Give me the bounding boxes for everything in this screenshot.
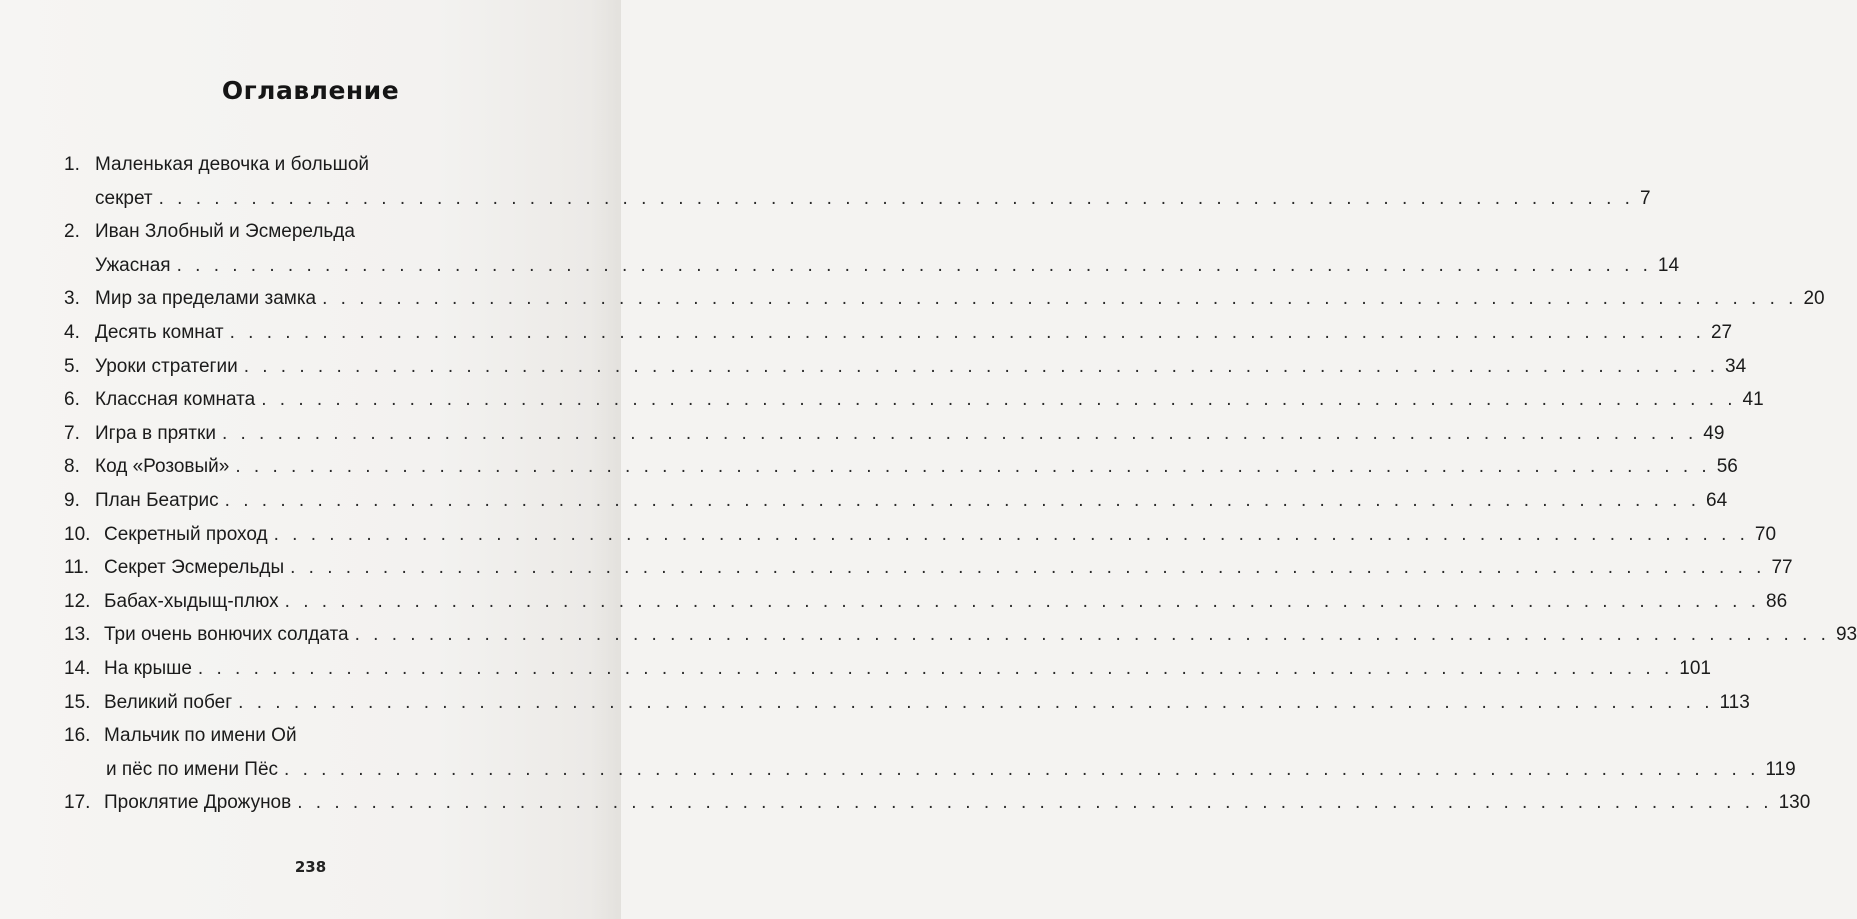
toc-entry-line	[95, 152, 567, 178]
toc-entry-number: 10.	[64, 523, 91, 545]
toc-entry-title: Иван Злобный и Эсмерельда	[95, 221, 355, 243]
toc-entry-title: Три очень вонючих солдата	[104, 624, 349, 646]
toc-entry-title: Великий побег	[104, 691, 233, 713]
toc-entry-page: 119	[1765, 758, 1796, 780]
toc-leader-dots: . . . . . . . . . . . . . . . . . . . . . . . . . . . . . . . . . . . . . . . . . . . . . . . . . . . . . . . . . . . . . . . . . . . . . . . . . . . . . . . .	[243, 355, 1720, 377]
toc-entry-title: секрет	[95, 187, 153, 209]
toc-entry-line	[95, 186, 1651, 212]
toc-entry-line	[104, 656, 1711, 682]
toc-entry-title: Бабах-хыдыщ-плюх	[104, 590, 279, 612]
toc-entry-number: 11.	[64, 557, 90, 579]
toc-entry-line	[104, 555, 1793, 581]
toc-entry-line	[106, 757, 1796, 783]
toc-entry-line	[95, 454, 1738, 480]
toc-entry-page: 7	[1639, 187, 1651, 209]
toc-leader-dots: . . . . . . . . . . . . . . . . . . . . . . . . . . . . . . . . . . . . . . . . . . . . . . . . . . . . . . . . . . . . . . . . . . . . . . . . . . . . . . . .	[221, 422, 1698, 444]
toc-entry-number: 5.	[64, 355, 80, 377]
toc-leader-dots: . . . . . . . . . . . . . . . . . . . . . . . . . . . . . . . . . . . . . . . . . . . . . . . . . . . . . . . . . . . . . . . . . . . . . . . . . . . . . . . .	[284, 590, 1760, 612]
toc-entry-line	[95, 253, 1680, 279]
toc-entry-title: Игра в прятки	[95, 422, 216, 444]
toc-entry-page: 64	[1706, 490, 1728, 511]
toc-entry-title: Маленькая девочка и большой	[95, 154, 370, 175]
toc-leader-dots: . . . . . . . . . . . . . . . . . . . . . . . . . . . . . . . . . . . . . . . . . . . . . . . . . . . . . . . . . . . . . . . . . . . . . . . . . . . . . . . .	[229, 322, 1705, 343]
toc-entry-page: 34	[1725, 355, 1747, 377]
toc-entry-page: 41	[1742, 389, 1764, 411]
toc-entry-page: 20	[1803, 288, 1825, 310]
toc-entry-title: Секретный проход	[104, 523, 268, 545]
toc-entry-page: 77	[1771, 557, 1793, 579]
toc-entry-number: 6.	[64, 389, 80, 411]
toc-leader-dots: . . . . . . . . . . . . . . . . . . . . . . . . . . . . . . . . . . . . . . . . . . . . . . . . . . . . . . . . . . . . . . . . . . . . . . . . . . . . . . . .	[158, 187, 1634, 209]
toc-entry-title: Код «Розовый»	[95, 456, 230, 478]
toc-entry-number: 7.	[64, 422, 80, 444]
toc-entry-line	[95, 421, 1725, 447]
toc-entry-line	[95, 320, 1733, 346]
toc-entry-page: 130	[1778, 792, 1811, 814]
page-number: 238	[294, 858, 327, 876]
toc-entry-line	[104, 522, 1777, 548]
toc-entry-number: 14.	[64, 658, 91, 679]
toc-entry-line	[95, 286, 1825, 312]
toc-entry-number: 8.	[64, 456, 80, 478]
toc-entry-page: 56	[1716, 456, 1738, 478]
toc-leader-dots: . . . . . . . . . . . . . . . . . . . . . . . . . . . . . . . . . . . . . . . . . . . . . . . . . . . . . . . . . . . . . . . . . . . . . . . . . . . . . . . .	[284, 758, 1760, 780]
toc-entry-line	[95, 219, 567, 245]
toc-entry-line	[104, 622, 1857, 648]
toc-entry-number: 12.	[64, 590, 91, 612]
toc-entry-line	[95, 354, 1747, 380]
page-title: Оглавление	[221, 76, 400, 105]
toc-entry-number: 1.	[64, 154, 80, 175]
toc-leader-dots: . . . . . . . . . . . . . . . . . . . . . . . . . . . . . . . . . . . . . . . . . . . . . . . . . . . . . . . . . . . . . . . . . . . . . . . . . . . . . . . .	[197, 658, 1674, 679]
toc-entry-page: 113	[1719, 691, 1750, 713]
toc-entry-page: 70	[1754, 523, 1777, 545]
toc-entry-page: 27	[1710, 322, 1733, 343]
toc-entry-page: 93	[1835, 624, 1857, 646]
toc-entry-number: 3.	[64, 288, 80, 310]
toc-entry-title: Классная комната	[95, 389, 256, 411]
toc-entry-line	[104, 723, 567, 749]
toc-entry-title: Уроки стратегии	[95, 355, 238, 377]
toc-entry-number: 15.	[64, 691, 91, 713]
toc-entry-title: Секрет Эсмерельды	[104, 557, 285, 579]
toc-entry-page: 14	[1657, 254, 1680, 276]
toc-entry-line	[104, 790, 1811, 816]
toc-entry-title: План Беатрис	[95, 490, 219, 511]
toc-entry-number: 2.	[64, 221, 80, 243]
toc-entry-title: Мир за пределами замка	[95, 288, 317, 310]
toc-entry-page: 86	[1766, 590, 1788, 612]
toc-entry-number: 9.	[64, 490, 80, 511]
toc-entry-title: На крыше	[104, 658, 192, 679]
toc-leader-dots: . . . . . . . . . . . . . . . . . . . . . . . . . . . . . . . . . . . . . . . . . . . . . . . . . . . . . . . . . . . . . . . . . . . . . . . . . . . . . . . .	[290, 557, 1766, 579]
toc-leader-dots: . . . . . . . . . . . . . . . . . . . . . . . . . . . . . . . . . . . . . . . . . . . . . . . . . . . . . . . . . . . . . . . . . . . . . . . . . . . . . . . .	[354, 624, 1830, 646]
toc-entry-number: 4.	[64, 322, 80, 343]
toc-leader-dots: . . . . . . . . . . . . . . . . . . . . . . . . . . . . . . . . . . . . . . . . . . . . . . . . . . . . . . . . . . . . . . . . . . . . . . . . . . . . . . . .	[273, 523, 1749, 545]
toc-entry-number: 16.	[64, 725, 91, 747]
toc-entry-line	[95, 488, 1728, 514]
toc-entry-title: Мальчик по имени Ой	[104, 725, 297, 747]
toc-entry-title: Десять комнат	[95, 322, 224, 343]
toc-leader-dots: . . . . . . . . . . . . . . . . . . . . . . . . . . . . . . . . . . . . . . . . . . . . . . . . . . . . . . . . . . . . . . . . . . . . . . . . . . . . . . . .	[224, 490, 1700, 511]
toc-entry-title: и пёс по имени Пёс	[106, 758, 279, 780]
toc-leader-dots: . . . . . . . . . . . . . . . . . . . . . . . . . . . . . . . . . . . . . . . . . . . . . . . . . . . . . . . . . . . . . . . . . . . . . . . . . . . . . . . .	[297, 792, 1773, 814]
toc-leader-dots: . . . . . . . . . . . . . . . . . . . . . . . . . . . . . . . . . . . . . . . . . . . . . . . . . . . . . . . . . . . . . . . . . . . . . . . . . . . . . . . .	[176, 254, 1652, 276]
toc-entry-line	[95, 387, 1764, 413]
toc-leader-dots: . . . . . . . . . . . . . . . . . . . . . . . . . . . . . . . . . . . . . . . . . . . . . . . . . . . . . . . . . . . . . . . . . . . . . . . . . . . . . . . .	[235, 456, 1711, 478]
toc-entry-title: Ужасная	[95, 254, 171, 276]
toc-entry-title: Проклятие Дрожунов	[104, 792, 292, 814]
toc-leader-dots: . . . . . . . . . . . . . . . . . . . . . . . . . . . . . . . . . . . . . . . . . . . . . . . . . . . . . . . . . . . . . . . . . . . . . . . . . . . . . . . .	[238, 691, 1714, 713]
toc-entry-number: 17.	[64, 792, 91, 814]
toc-entry-line	[104, 589, 1788, 615]
toc-entry-line	[104, 690, 1750, 716]
toc-leader-dots: . . . . . . . . . . . . . . . . . . . . . . . . . . . . . . . . . . . . . . . . . . . . . . . . . . . . . . . . . . . . . . . . . . . . . . . . . . . . . . . .	[261, 389, 1737, 411]
toc-entry-page: 101	[1679, 658, 1711, 679]
toc-entry-page: 49	[1703, 422, 1725, 444]
toc-leader-dots: . . . . . . . . . . . . . . . . . . . . . . . . . . . . . . . . . . . . . . . . . . . . . . . . . . . . . . . . . . . . . . . . . . . . . . . . . . . . . . . .	[322, 288, 1798, 310]
toc-entry-number: 13.	[64, 624, 91, 646]
